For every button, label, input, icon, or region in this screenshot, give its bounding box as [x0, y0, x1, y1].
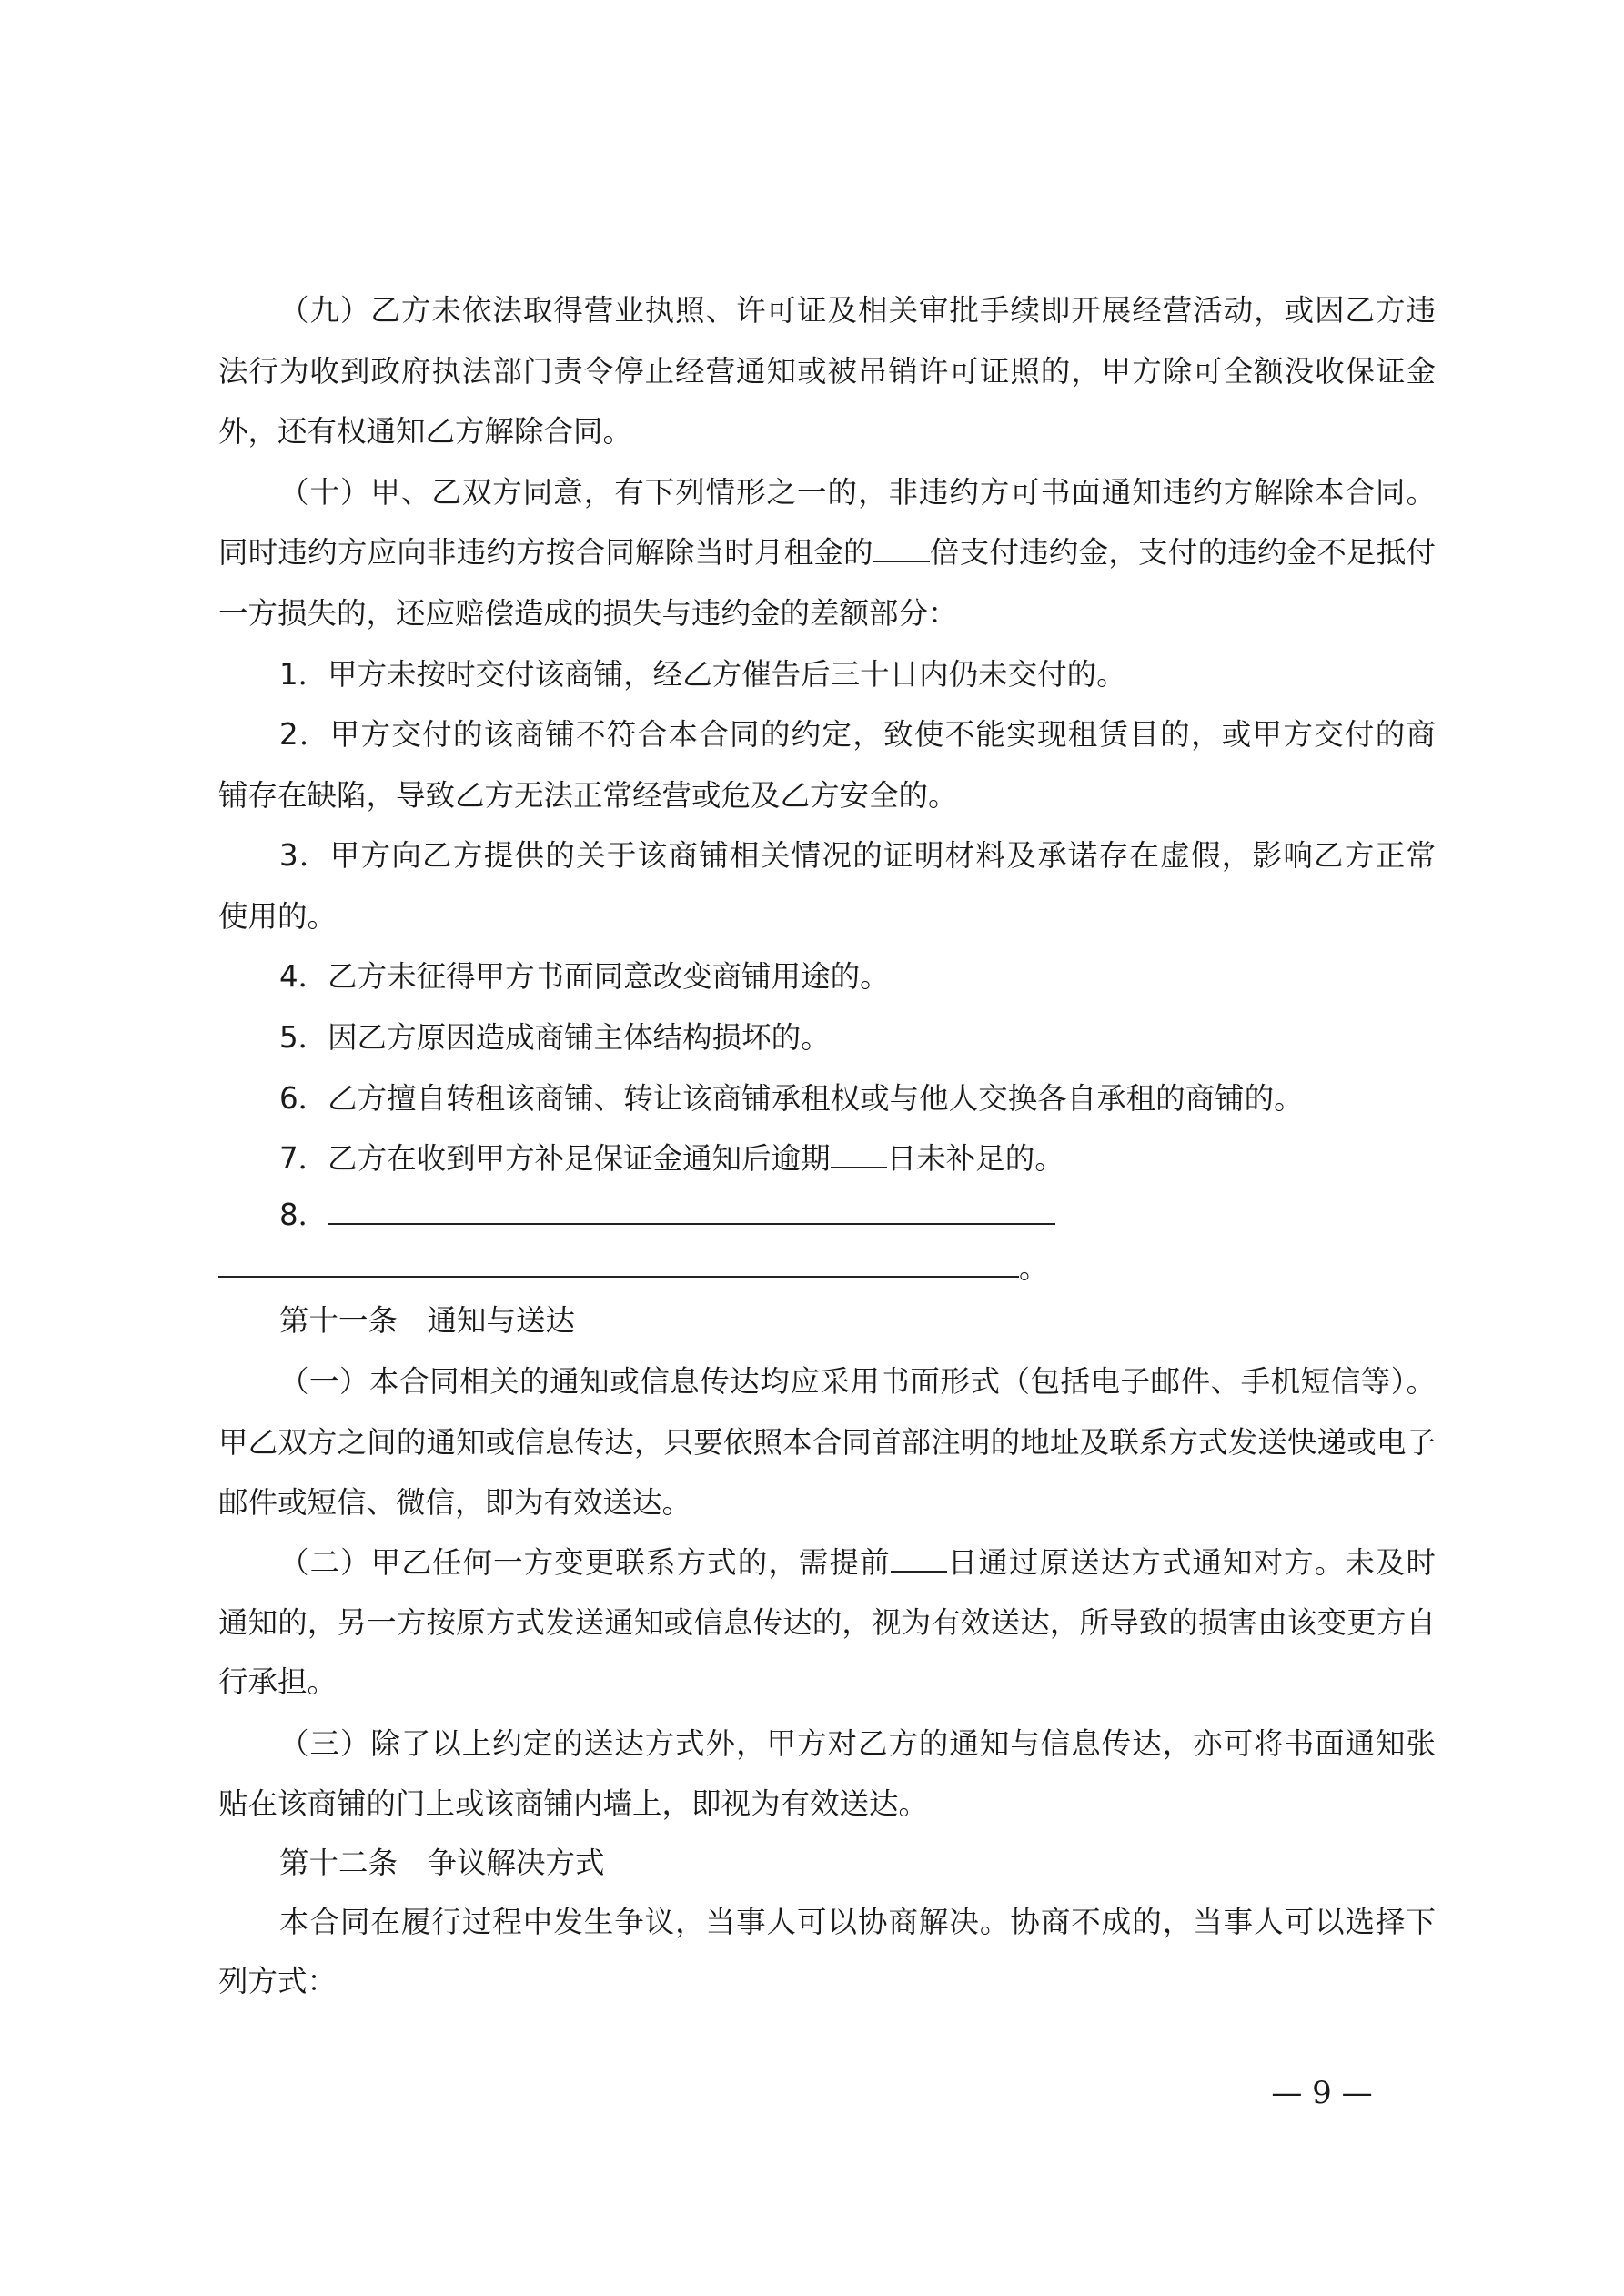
list-item: 2．甲方交付的该商铺不符合本合同的约定，致使不能实现租赁目的，或甲方交付的商 [279, 717, 1436, 752]
fill-blank [873, 533, 930, 562]
paragraph-line: 使用的。 [218, 899, 338, 934]
paragraph-line: 行承担。 [218, 1664, 338, 1699]
paragraph-line: （一）本合同相关的通知或信息传达均应采用书面形式（包括电子邮件、手机短信等）。 [279, 1364, 1436, 1399]
list-item [279, 1128, 1436, 1189]
list-item: 6．乙方擅自转租该商铺、转让该商铺承租权或与他人交换各自承租的商铺的。 [279, 1081, 1304, 1116]
paragraph-line: 甲乙双方之间的通知或信息传达，只要依照本合同首部注明的地址及联系方式发送快递或电子 [218, 1425, 1436, 1460]
list-item: 5．因乙方原因造成商铺主体结构损坏的。 [279, 1020, 831, 1055]
page-number: — 9 — [1271, 2075, 1373, 2111]
paragraph-line: （九）乙方未依法取得营业执照、许可证及相关审批手续即开展经营活动，或因乙方违 [279, 293, 1436, 328]
fill-blank [218, 1249, 1019, 1278]
section-heading: 第十二条 争议解决方式 [279, 1846, 605, 1880]
text: 倍支付违约金，支付的违约金不足抵付 [929, 535, 1436, 570]
paragraph-line: 列方式： [218, 1964, 338, 1998]
section-heading: 第十一条 通知与送达 [279, 1303, 576, 1338]
paragraph-line: 贴在该商铺的门上或该商铺内墙上，即视为有效送达。 [218, 1786, 929, 1821]
text: 。 [1019, 1250, 1049, 1285]
list-item: 4．乙方未征得甲方书面同意改变商铺用途的。 [279, 959, 890, 994]
paragraph-line: 铺存在缺陷，导致乙方无法正常经营或危及乙方安全的。 [218, 778, 958, 813]
fill-blank [328, 1196, 1055, 1225]
paragraph-line: 邮件或短信、微信，即为有效送达。 [218, 1485, 692, 1520]
fill-blank [831, 1139, 887, 1168]
paragraph-line: （十）甲、乙双方同意，有下列情形之一的，非违约方可书面通知违约方解除本合同。 [279, 475, 1436, 510]
list-item: 3．甲方向乙方提供的关于该商铺相关情况的证明材料及承诺存在虚假，影响乙方正常 [279, 838, 1436, 873]
text: 日未补足的。 [886, 1141, 1064, 1176]
text: 同时违约方应向非违约方按合同解除当时月租金的 [218, 535, 873, 570]
list-item [279, 1185, 1436, 1246]
fill-blank [891, 1543, 947, 1573]
paragraph-line: 一方损失的，还应赔偿造成的损失与违约金的差额部分： [218, 596, 958, 631]
text: （二）甲乙任何一方变更联系方式的，需提前 [279, 1545, 891, 1580]
list-item: 1．甲方未按时交付该商铺，经乙方催告后三十日内仍未交付的。 [279, 657, 1126, 692]
paragraph-line: 法行为收到政府执法部门责令停止经营通知或被吊销许可证照的，甲方除可全额没收保证金 [218, 354, 1436, 389]
paragraph-line [279, 1532, 1436, 1593]
paragraph-line: 通知的，另一方按原方式发送通知或信息传达的，视为有效送达，所导致的损害由该变更方自 [218, 1605, 1436, 1640]
paragraph-line [218, 522, 1436, 583]
text: 7．乙方在收到甲方补足保证金通知后逾期 [279, 1141, 831, 1176]
text: 8． [279, 1198, 328, 1232]
paragraph-line: （三）除了以上约定的送达方式外，甲方对乙方的通知与信息传达，亦可将书面通知张 [279, 1726, 1436, 1761]
paragraph-line: 外，还有权通知乙方解除合同。 [218, 414, 633, 449]
text: 日通过原送达方式通知对方。未及时 [946, 1545, 1436, 1580]
paragraph-line: 本合同在履行过程中发生争议，当事人可以协商解决。协商不成的，当事人可以选择下 [279, 1905, 1436, 1939]
paragraph-line [218, 1238, 1436, 1299]
